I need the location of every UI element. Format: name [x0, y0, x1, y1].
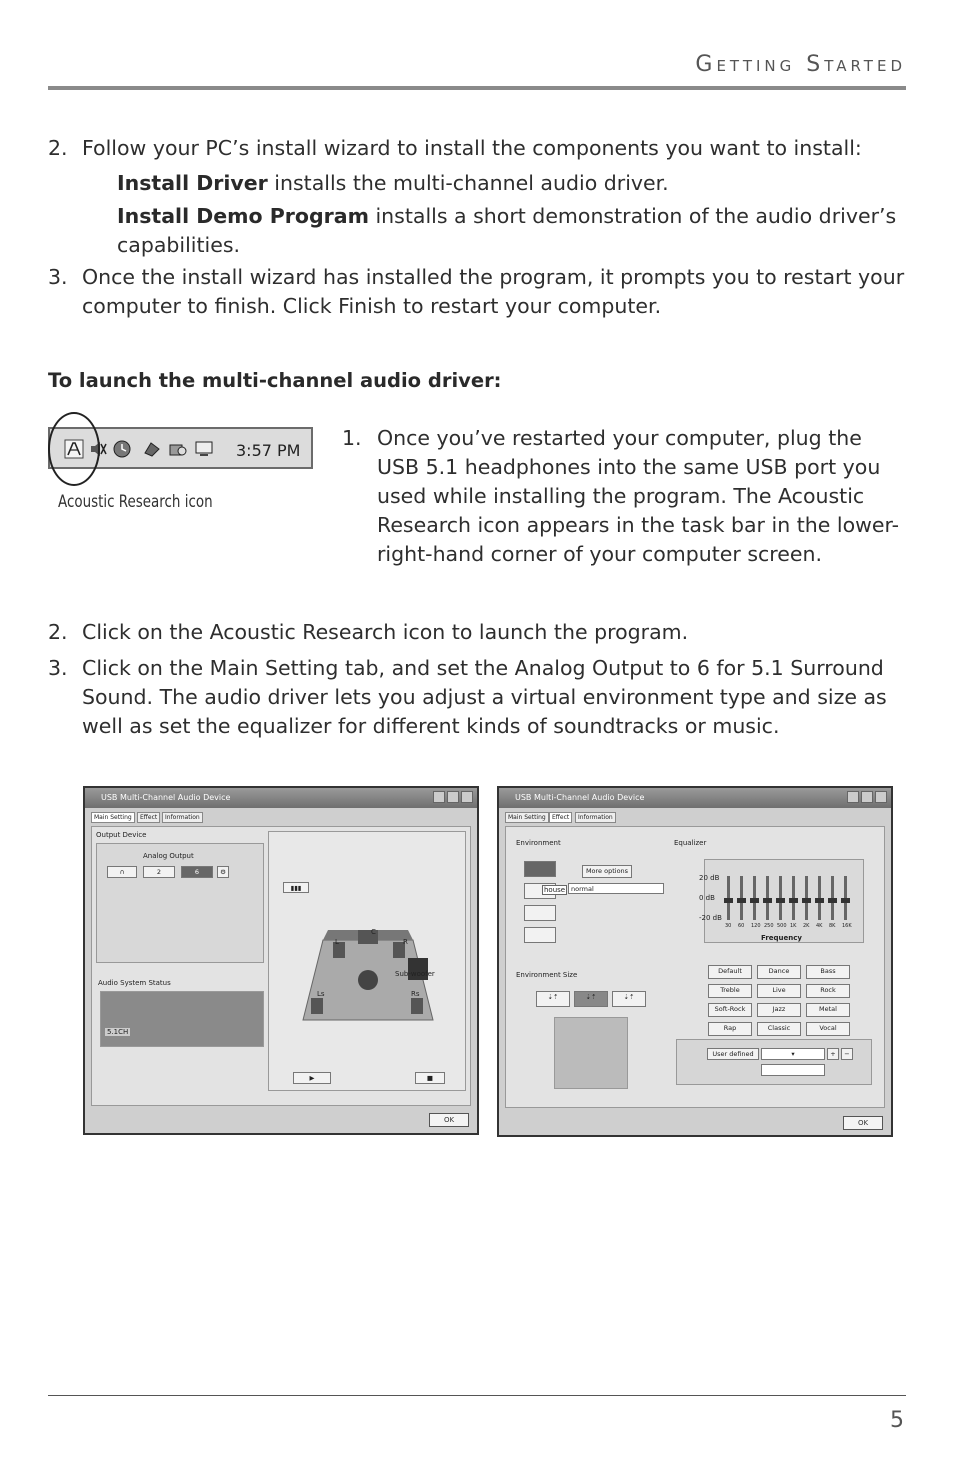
page-number: 5	[890, 1408, 904, 1433]
preset-soft-rock-button[interactable]: Soft-Rock	[708, 1003, 752, 1017]
env-tooltip: house	[544, 886, 566, 894]
step-number: 2.	[48, 620, 68, 644]
room-size-preview	[554, 1017, 628, 1089]
step-text: Follow your PC’s install wizard to install the components you want to install:	[82, 136, 862, 160]
close-button[interactable]	[875, 791, 887, 803]
env-stadium-button[interactable]	[524, 927, 556, 943]
tab-information[interactable]: Information	[162, 812, 203, 823]
speaker-right-label: R	[403, 938, 408, 946]
eq-knob[interactable]	[802, 898, 811, 903]
equalizer-sliders-panel	[699, 859, 864, 943]
user-defined-panel	[676, 1039, 872, 1085]
env-house-button[interactable]	[524, 861, 556, 877]
speaker-ls-label: Ls	[317, 990, 325, 998]
headphone-button[interactable]: ∩	[107, 866, 137, 878]
section-heading: To launch the multi-channel audio driver:	[48, 369, 502, 392]
eq-knob[interactable]	[750, 898, 759, 903]
step-click-icon	[48, 618, 908, 647]
tab-effect[interactable]: Effect	[137, 812, 160, 823]
output-device-label: Output Device	[96, 831, 147, 839]
preset-live-button[interactable]: Live	[757, 984, 801, 998]
monitor-icon	[194, 439, 214, 459]
footer-divider	[48, 1395, 906, 1396]
speaker-layout-panel	[268, 831, 466, 1091]
step-install-wizard	[48, 134, 908, 163]
environment-size-label: Environment Size	[516, 971, 578, 979]
add-preset-button[interactable]: +	[827, 1048, 839, 1060]
speaker-left-label: L	[335, 938, 339, 946]
step-number: 3.	[48, 656, 68, 680]
step-text: Once you’ve restarted your computer, plug the USB 5.1 headphones into the same USB port you used while installing the program. The Acoustic Research icon appears in the task bar in the lower-right-hand corner of your computer screen.	[377, 426, 899, 566]
window-title: USB Multi-Channel Audio Device	[101, 793, 231, 802]
room-3d-view	[283, 880, 453, 1040]
step-text: Click on the Main Setting tab, and set the Analog Output to 6 for 5.1 Surround Sound. The audio driver lets you adjust a virtual environment type and size as well as set the equalizer for different kinds of soundtracks or music.	[82, 656, 887, 738]
component-desc: installs a short demonstration of the audio driver’s capabilities.	[117, 204, 897, 257]
tab-main-setting[interactable]: Main Setting	[91, 812, 135, 823]
step-text: Once the install wizard has installed the program, it prompts you to restart your computer to finish. Click Finish to restart your computer.	[82, 265, 905, 318]
eq-frequency-label: 60	[738, 923, 745, 929]
output-6ch-button[interactable]: 6	[181, 866, 213, 878]
step-restart	[48, 263, 908, 321]
audio-status-label: Audio System Status	[98, 979, 171, 987]
eq-frequency-label: 120	[751, 923, 761, 929]
step-main-setting	[48, 654, 908, 741]
eq-knob[interactable]	[776, 898, 785, 903]
highlight-circle	[48, 412, 100, 486]
preset-rap-button[interactable]: Rap	[708, 1022, 752, 1036]
effect-panel	[505, 826, 885, 1108]
maximize-button[interactable]	[861, 791, 873, 803]
more-options-button[interactable]: More options	[582, 865, 632, 878]
component-install-demo	[117, 202, 897, 260]
eq-frequency-label: 4K	[816, 923, 823, 929]
eq-frequency-label: 30	[725, 923, 732, 929]
ok-button[interactable]: OK	[843, 1116, 883, 1130]
eq-knob[interactable]	[737, 898, 746, 903]
taskbar-clock: 3:57 PM	[236, 441, 301, 460]
user-defined-button[interactable]: User defined	[707, 1048, 759, 1060]
window-titlebar	[499, 788, 891, 808]
preset-vocal-button[interactable]: Vocal	[806, 1022, 850, 1036]
main-setting-window	[83, 786, 479, 1135]
network-icon	[142, 439, 162, 459]
ok-button[interactable]: OK	[429, 1113, 469, 1127]
volume-icon[interactable]: ▮▮▮	[283, 882, 309, 893]
minimize-button[interactable]	[433, 791, 445, 803]
window-title: USB Multi-Channel Audio Device	[515, 793, 645, 802]
tab-main-setting[interactable]: Main Setting	[505, 812, 549, 823]
eq-frequency-label: 8K	[829, 923, 836, 929]
preset-rock-button[interactable]: Rock	[806, 984, 850, 998]
user-preset-select[interactable]: ▾	[761, 1048, 825, 1060]
analog-output-label: Analog Output	[143, 852, 194, 860]
status-badge: 5.1CH	[107, 1028, 129, 1036]
size-large-button[interactable]: ⇣⇡	[612, 991, 646, 1007]
eq-frequency-label: 1K	[790, 923, 797, 929]
settings-icon[interactable]: ⚙	[217, 866, 229, 878]
play-test-button[interactable]: ▶	[293, 1072, 331, 1084]
environment-select[interactable]: normal	[568, 883, 664, 894]
page-header-title: Getting Started	[695, 52, 906, 77]
remove-preset-button[interactable]: −	[841, 1048, 853, 1060]
minimize-button[interactable]	[847, 791, 859, 803]
db-bot-label: -20 dB	[699, 914, 722, 922]
preset-metal-button[interactable]: Metal	[806, 1003, 850, 1017]
preset-dance-button[interactable]: Dance	[757, 965, 801, 979]
component-install-driver	[117, 169, 897, 198]
db-top-label: 20 dB	[699, 874, 720, 882]
device-icon	[168, 439, 188, 459]
main-setting-panel	[91, 826, 471, 1106]
clock-app-icon	[112, 439, 132, 459]
eq-frequency-label: 250	[764, 923, 774, 929]
eq-frequency-label: 2K	[803, 923, 810, 929]
step-number: 1.	[342, 426, 362, 450]
taskbar-caption: Acoustic Research icon	[58, 492, 213, 512]
equalizer-label: Equalizer	[674, 839, 707, 847]
preset-treble-button[interactable]: Treble	[708, 984, 752, 998]
preset-bass-button[interactable]: Bass	[806, 965, 850, 979]
step-number: 3.	[48, 265, 68, 289]
close-button[interactable]	[461, 791, 473, 803]
window-titlebar	[85, 788, 477, 808]
step-plug-headphones	[342, 424, 908, 569]
effect-window	[497, 786, 893, 1137]
eq-knob[interactable]	[724, 898, 733, 903]
component-name: Install Driver	[117, 171, 268, 195]
tab-information[interactable]: Information	[575, 812, 616, 823]
audio-status-display	[100, 991, 264, 1047]
step-number: 2.	[48, 136, 68, 160]
component-desc: installs the multi-channel audio driver.	[267, 171, 669, 195]
eq-knob[interactable]	[763, 898, 772, 903]
speaker-rs-label: Rs	[411, 990, 420, 998]
output-2ch-button[interactable]: 2	[143, 866, 175, 878]
env-hall-button[interactable]	[524, 905, 556, 921]
component-name: Install Demo Program	[117, 204, 369, 228]
frequency-axis-label: Frequency	[761, 934, 802, 942]
eq-knob[interactable]	[841, 898, 850, 903]
size-small-button[interactable]: ⇣⇡	[536, 991, 570, 1007]
speaker-center-label: C	[371, 928, 376, 936]
preset-name-input[interactable]	[761, 1064, 825, 1076]
preset-default-button[interactable]: Default	[708, 965, 752, 979]
eq-knob[interactable]	[789, 898, 798, 903]
eq-frequency-label: 500	[777, 923, 787, 929]
size-medium-button[interactable]: ⇣⇡	[574, 991, 608, 1007]
eq-frequency-label: 16K	[842, 923, 852, 929]
tab-effect[interactable]: Effect	[549, 812, 572, 823]
preset-classic-button[interactable]: Classic	[757, 1022, 801, 1036]
header-divider	[48, 86, 906, 90]
step-text: Click on the Acoustic Research icon to launch the program.	[82, 620, 689, 644]
subwoofer-label: Sub-woofer	[395, 970, 435, 978]
eq-knob[interactable]	[828, 898, 837, 903]
maximize-button[interactable]	[447, 791, 459, 803]
environment-label: Environment	[516, 839, 561, 847]
db-mid-label: 0 dB	[699, 894, 715, 902]
stop-test-button[interactable]: ■	[415, 1072, 445, 1084]
preset-jazz-button[interactable]: Jazz	[757, 1003, 801, 1017]
output-device-panel	[96, 843, 264, 963]
eq-knob[interactable]	[815, 898, 824, 903]
